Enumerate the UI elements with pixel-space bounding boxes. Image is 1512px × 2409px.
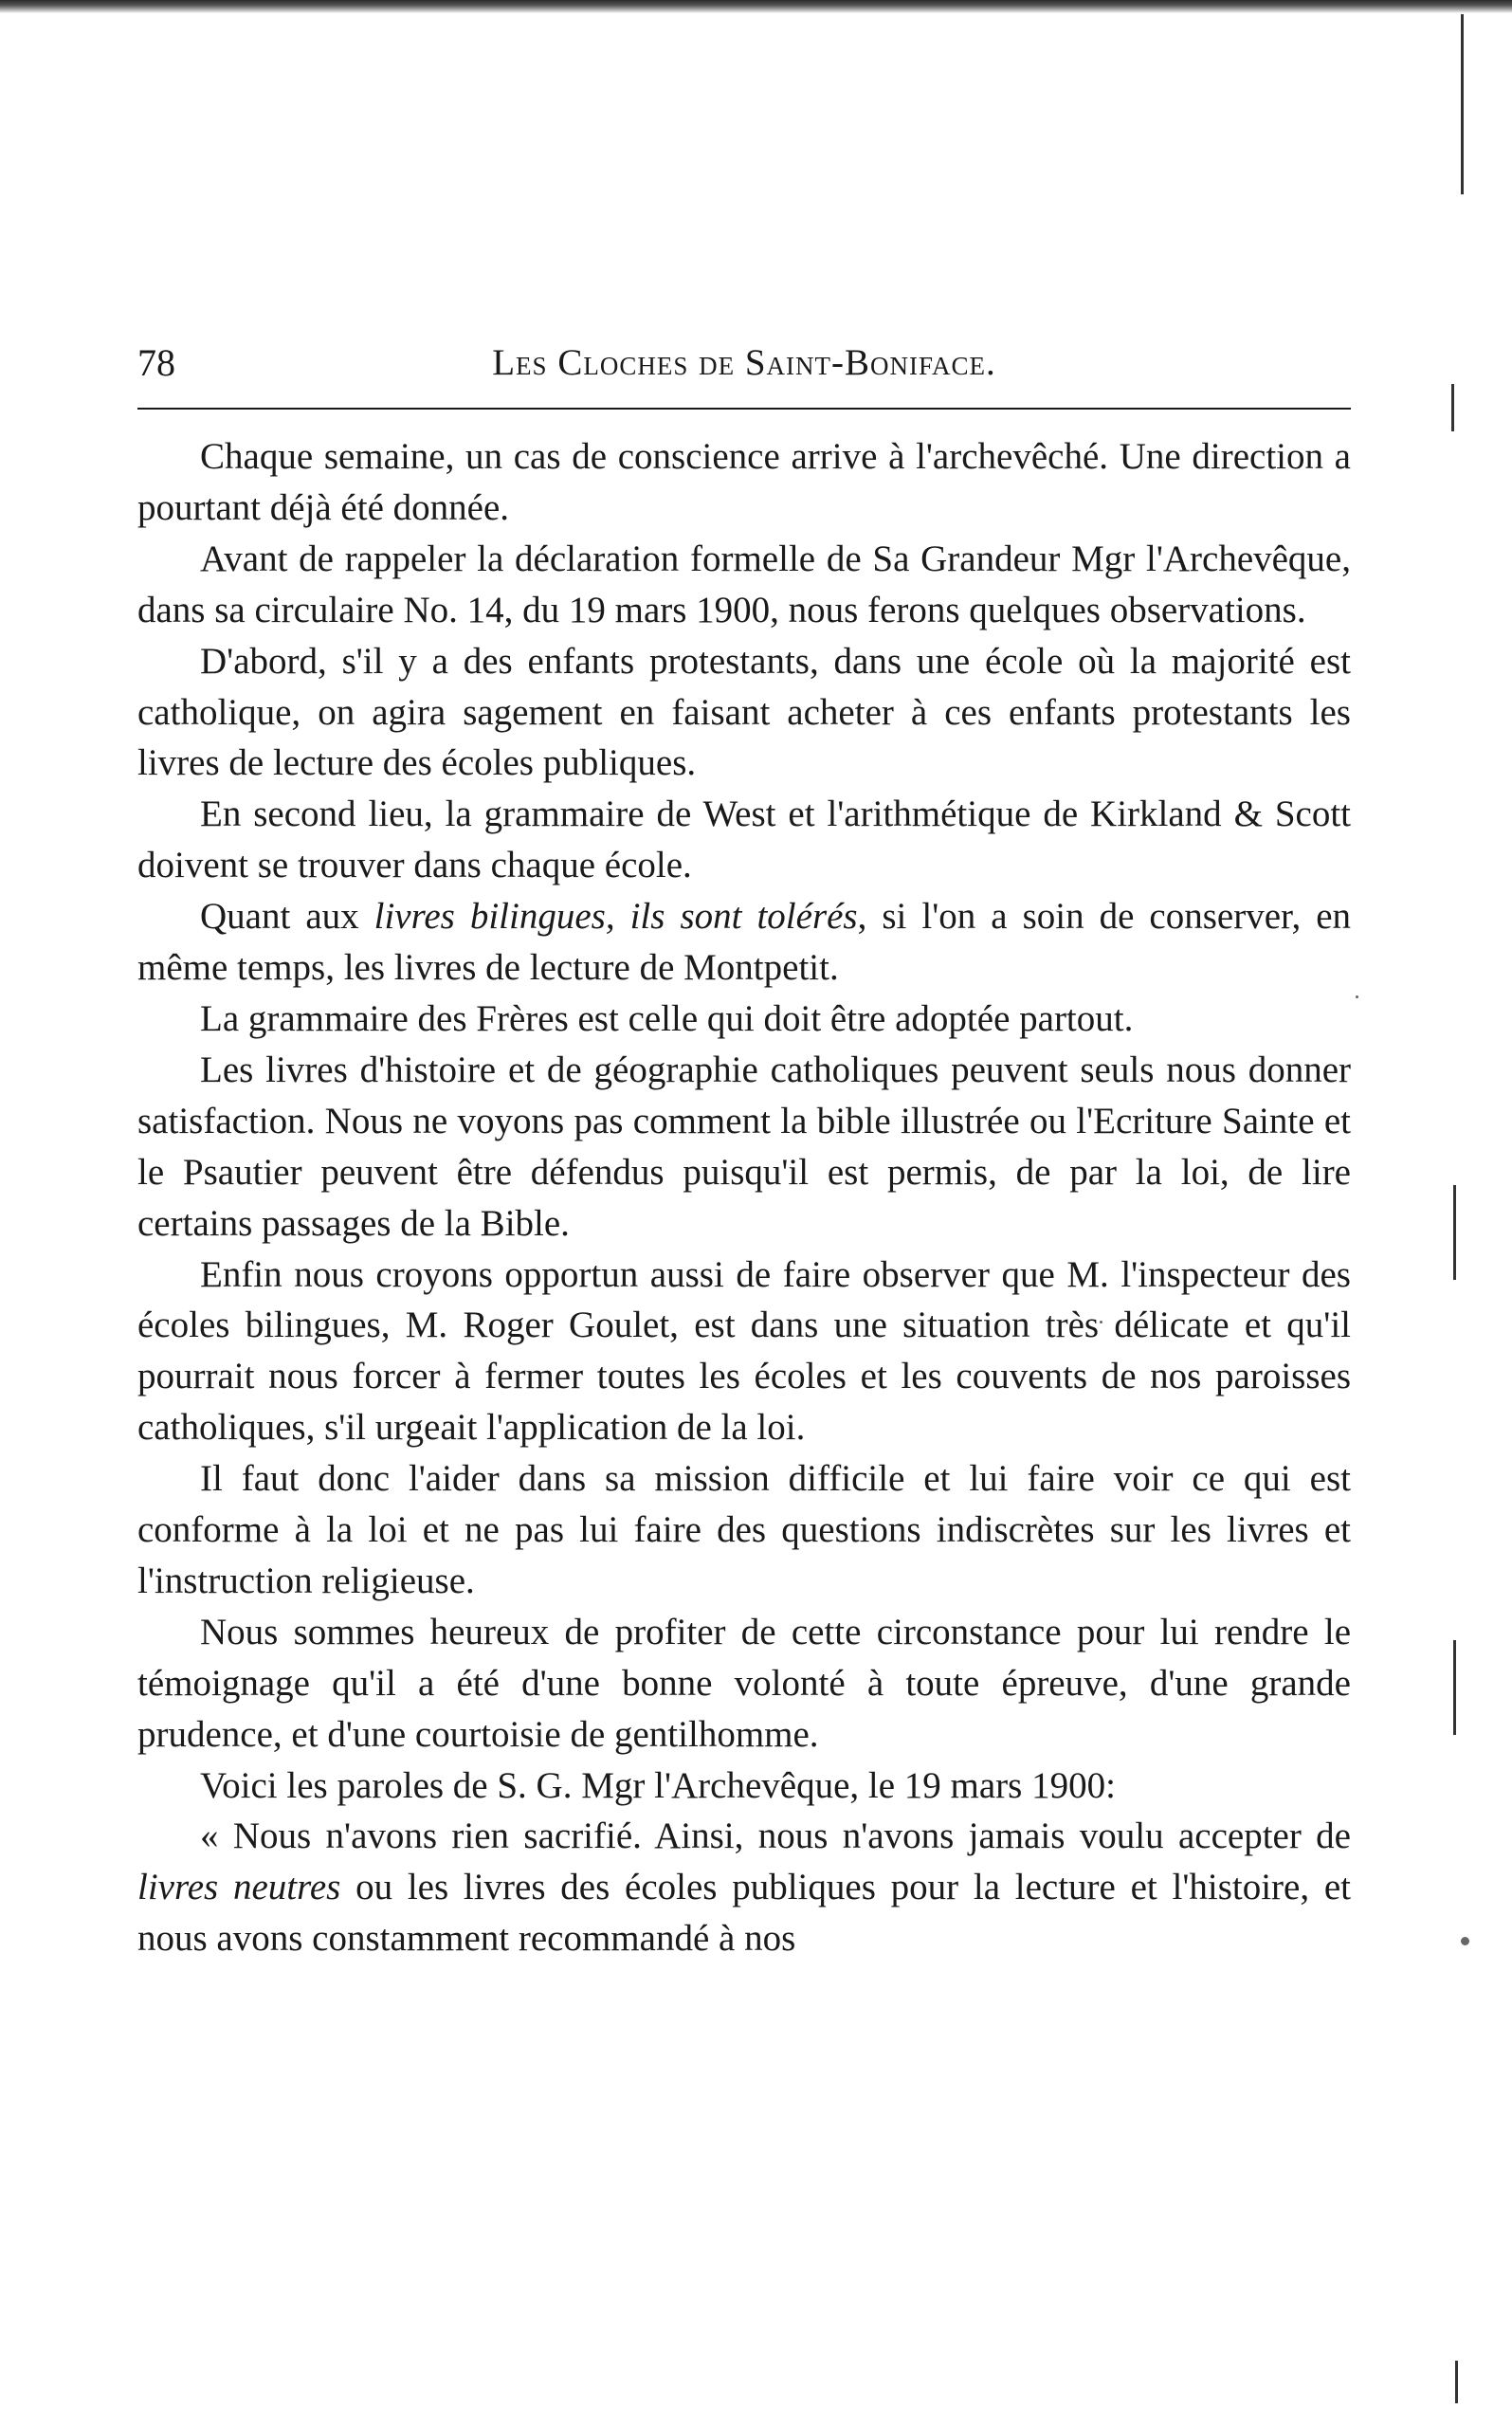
header-rule: [137, 408, 1351, 410]
paragraph: D'abord, s'il y a des enfants protestants, dans une école où la majorité est catholique, on agira sagement en faisant acheter à ces enfants protestants les livres de lecture des écoles publiques.: [137, 640, 1351, 784]
page-top-edge: [0, 0, 1512, 13]
margin-mark: [1451, 384, 1454, 431]
paragraph: « Nous n'avons rien sacrifié. Ainsi, nous n'avons jamais voulu accepter de livres neutres ou les livres des écoles publiques pour la lecture et l'histoire, et nous avons constamment recommandé à nos: [137, 1816, 1351, 1960]
paragraph: Enfin nous croyons opportun aussi de faire observer que M. l'inspecteur des écoles bilingues, M. Roger Goulet, est dans une situation très délicate et qu'il pourrait nous forcer à fermer toutes les écoles et les couvents de nos paroisses catholiques, s'il urgeait l'application de la loi.: [137, 1253, 1351, 1449]
paragraph: La grammaire des Frères est celle qui doit être adoptée partout.: [200, 997, 1134, 1039]
margin-mark: [1453, 1185, 1456, 1280]
paragraph: Il faut donc l'aider dans sa mission difficile et lui faire voir ce qui est conforme à la loi et ne pas lui faire des questions indiscrètes sur les livres et l'instruction religieuse.: [137, 1458, 1351, 1601]
page-number: 78: [137, 341, 175, 384]
italic-phrase: livres bilingues, ils sont tolérés: [373, 896, 858, 938]
margin-mark: [1455, 2361, 1458, 2403]
running-head: [137, 339, 1351, 387]
print-speck: [1356, 995, 1358, 998]
paragraph: Voici les paroles de S. G. Mgr l'Archevêque, le 19 mars 1900:: [200, 1764, 1116, 1806]
margin-mark: [1461, 14, 1464, 194]
running-title: Les Cloches de Saint-Boniface.: [492, 342, 996, 383]
paragraph: Nous sommes heureux de profiter de cette circonstance pour lui rendre le témoignage qu'il a été d'une bonne volonté à toute épreuve, d'une grande prudence, et d'une courtoisie de gentilhomme.: [137, 1611, 1351, 1755]
paragraph: En second lieu, la grammaire de West et l'arithmétique de Kirkland & Scott doivent se trouver dans chaque école.: [137, 794, 1351, 886]
paragraph: Avant de rappeler la déclaration formelle de Sa Grandeur Mgr l'Archevêque, dans sa circulaire No. 14, du 19 mars 1900, nous ferons quelques observations.: [137, 538, 1351, 630]
margin-mark: [1453, 1640, 1456, 1735]
italic-phrase: livres neutres: [137, 1867, 341, 1908]
print-speck: [1461, 1937, 1469, 1945]
paragraph: Chaque semaine, un cas de conscience arrive à l'archevêché. Une direction a pourtant déjà été donnée.: [137, 436, 1351, 528]
body-text: [137, 431, 1351, 1964]
paragraph: Quant aux livres bilingues, ils sont tolérés, si l'on a soin de conserver, en même temps, les livres de lecture de Montpetit.: [137, 896, 1352, 989]
paragraph: Les livres d'histoire et de géographie catholiques peuvent seuls nous donner satisfaction. Nous ne voyons pas comment la bible illustrée ou l'Ecriture Sainte et le Psautier peuvent être défendus puisqu'il est permis, de par la loi, de lire certains passages de la Bible.: [137, 1049, 1351, 1244]
